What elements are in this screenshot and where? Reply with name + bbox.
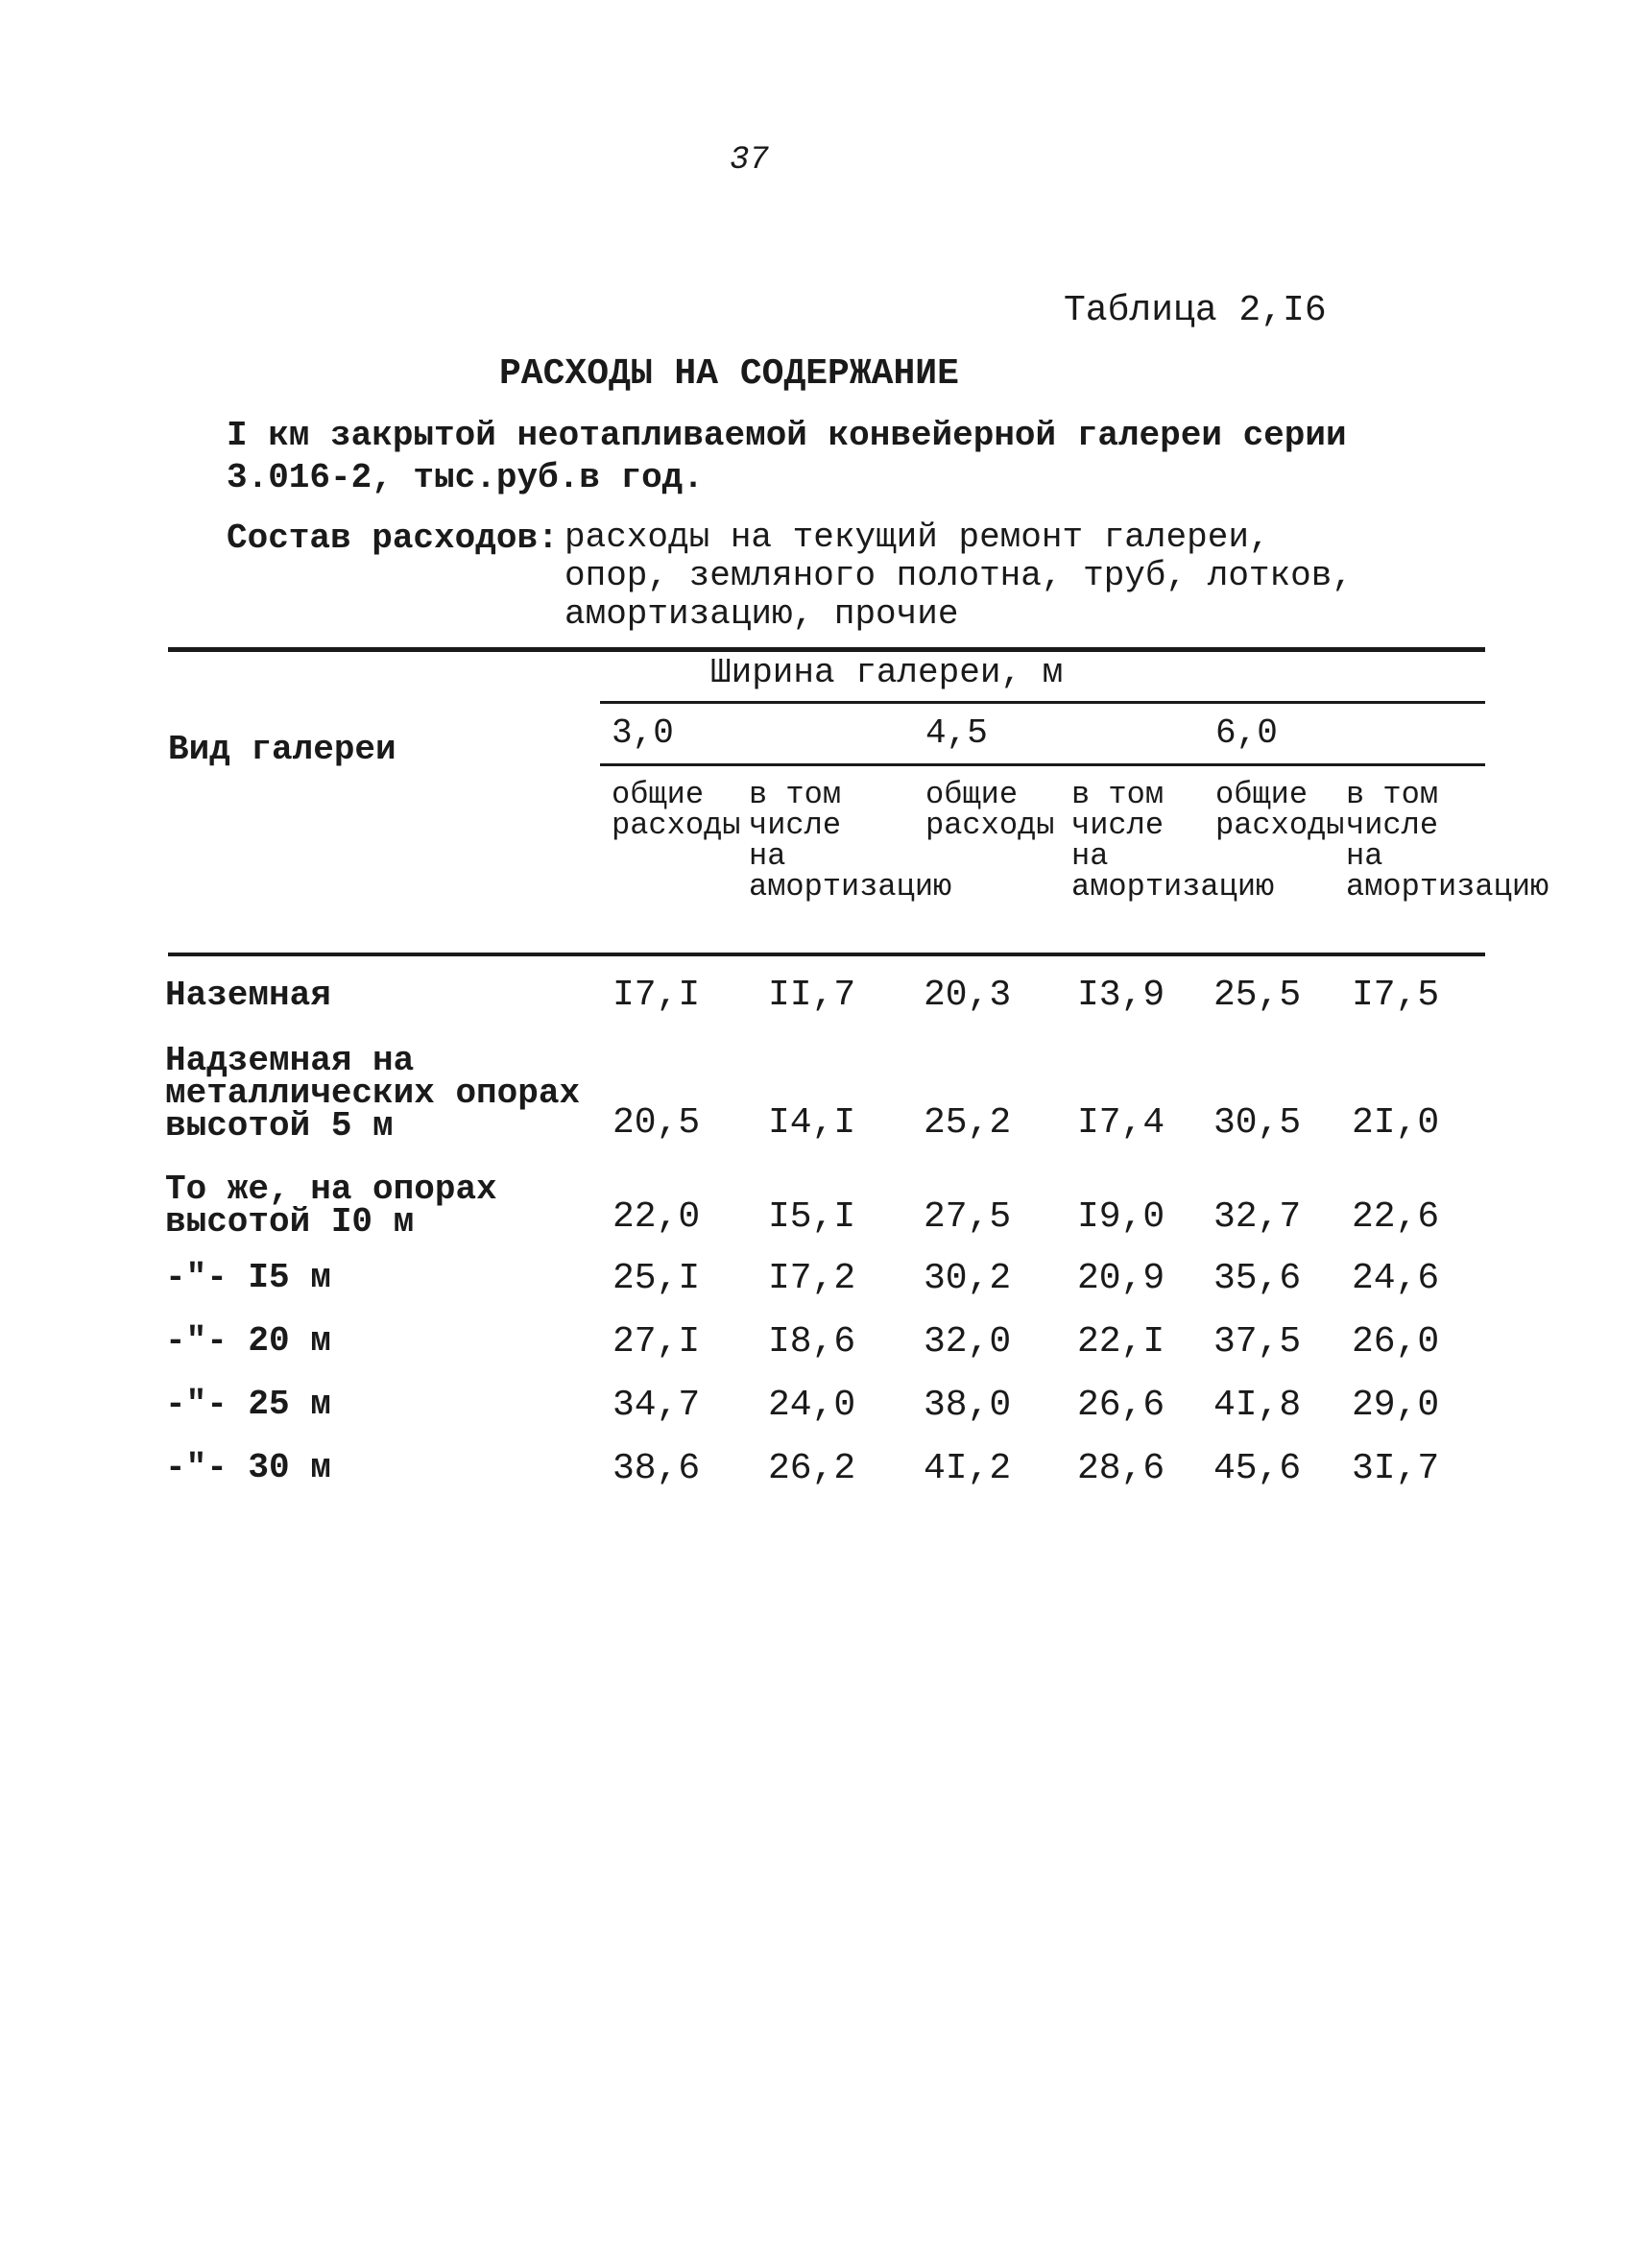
width-values-rule bbox=[600, 763, 1485, 766]
table-row-name: Наземная bbox=[165, 976, 331, 1015]
table-cell: 32,7 bbox=[1213, 1196, 1302, 1238]
page-number: 37 bbox=[730, 142, 769, 179]
subheader-amortization: в том числе на амортизацию bbox=[749, 777, 952, 905]
subtitle-line-2: 3.016-2, тыс.руб.в год. bbox=[227, 458, 704, 497]
table-cell: 20,5 bbox=[612, 1102, 701, 1144]
table-cell: 25,I bbox=[612, 1258, 701, 1299]
table-cell: I7,5 bbox=[1352, 975, 1440, 1016]
table-cell: 22,6 bbox=[1352, 1196, 1440, 1238]
table-cell: 22,0 bbox=[612, 1196, 701, 1238]
subheader-total: общие расходы bbox=[612, 777, 741, 843]
table-cell: I5,I bbox=[768, 1196, 856, 1238]
table-cell: I7,I bbox=[612, 975, 701, 1016]
table-cell: II,7 bbox=[768, 975, 856, 1016]
table-cell: 27,I bbox=[612, 1321, 701, 1363]
subtitle bbox=[227, 415, 1347, 499]
table-cell: 28,6 bbox=[1077, 1448, 1165, 1489]
table-cell: 27,5 bbox=[924, 1196, 1012, 1238]
table-cell: 4I,2 bbox=[924, 1448, 1012, 1489]
table-row-name: Надземная на металлических опорах высотой 5 м bbox=[165, 1041, 581, 1146]
table-label: Таблица 2,I6 bbox=[1064, 290, 1327, 331]
width-value: 4,5 bbox=[925, 713, 988, 753]
table-cell: 38,0 bbox=[924, 1385, 1012, 1426]
table-cell: 20,3 bbox=[924, 975, 1012, 1016]
table-cell: 4I,8 bbox=[1213, 1385, 1302, 1426]
composition-text: расходы на текущий ремонт галереи, опор, земляного полотна, труб, лотков, амортизацию, прочие bbox=[564, 518, 1353, 634]
table-cell: 35,6 bbox=[1213, 1258, 1302, 1299]
table-top-rule bbox=[168, 647, 1485, 652]
table-cell: 26,6 bbox=[1077, 1385, 1165, 1426]
subheader-total: общие расходы bbox=[925, 777, 1055, 843]
document-title: РАСХОДЫ НА СОДЕРЖАНИЕ bbox=[499, 353, 959, 395]
table-cell: 26,0 bbox=[1352, 1321, 1440, 1363]
table-cell: 25,5 bbox=[1213, 975, 1302, 1016]
table-row-name: -"- I5 м bbox=[165, 1258, 331, 1297]
table-cell: 20,9 bbox=[1077, 1258, 1165, 1299]
width-header-rule bbox=[600, 701, 1485, 704]
table-cell: 30,5 bbox=[1213, 1102, 1302, 1144]
table-cell: 34,7 bbox=[612, 1385, 701, 1426]
width-value: 6,0 bbox=[1215, 713, 1278, 753]
table-cell: 3I,7 bbox=[1352, 1448, 1440, 1489]
table-row-name: То же, на опорах высотой I0 м bbox=[165, 1170, 497, 1242]
table-cell: 24,0 bbox=[768, 1385, 856, 1426]
table-cell: 25,2 bbox=[924, 1102, 1012, 1144]
subheader-amortization: в том числе на амортизацию bbox=[1346, 777, 1549, 905]
subtitle-line-1: I км закрытой неотапливаемой конвейерной галереи серии bbox=[227, 416, 1347, 455]
table-cell: I8,6 bbox=[768, 1321, 856, 1363]
table-cell: 24,6 bbox=[1352, 1258, 1440, 1299]
composition-label: Состав расходов: bbox=[227, 519, 559, 558]
width-header: Ширина галереи, м bbox=[710, 653, 1064, 692]
table-cell: I9,0 bbox=[1077, 1196, 1165, 1238]
subheader-total: общие расходы bbox=[1215, 777, 1345, 843]
table-cell: I3,9 bbox=[1077, 975, 1165, 1016]
table-cell: 32,0 bbox=[924, 1321, 1012, 1363]
subheader-amortization: в том числе на амортизацию bbox=[1071, 777, 1275, 905]
table-cell: 22,I bbox=[1077, 1321, 1165, 1363]
table-row-name: -"- 25 м bbox=[165, 1385, 331, 1424]
header-bottom-rule bbox=[168, 953, 1485, 956]
table-cell: 26,2 bbox=[768, 1448, 856, 1489]
row-header: Вид галереи bbox=[168, 730, 396, 769]
table-cell: 38,6 bbox=[612, 1448, 701, 1489]
table-row-name: -"- 20 м bbox=[165, 1321, 331, 1361]
table-cell: I7,2 bbox=[768, 1258, 856, 1299]
table-cell: 2I,0 bbox=[1352, 1102, 1440, 1144]
table-row-name: -"- 30 м bbox=[165, 1448, 331, 1487]
table-cell: 29,0 bbox=[1352, 1385, 1440, 1426]
table-cell: 37,5 bbox=[1213, 1321, 1302, 1363]
table-cell: 45,6 bbox=[1213, 1448, 1302, 1489]
width-value: 3,0 bbox=[612, 713, 674, 753]
table-cell: 30,2 bbox=[924, 1258, 1012, 1299]
table-cell: I4,I bbox=[768, 1102, 856, 1144]
table-cell: I7,4 bbox=[1077, 1102, 1165, 1144]
